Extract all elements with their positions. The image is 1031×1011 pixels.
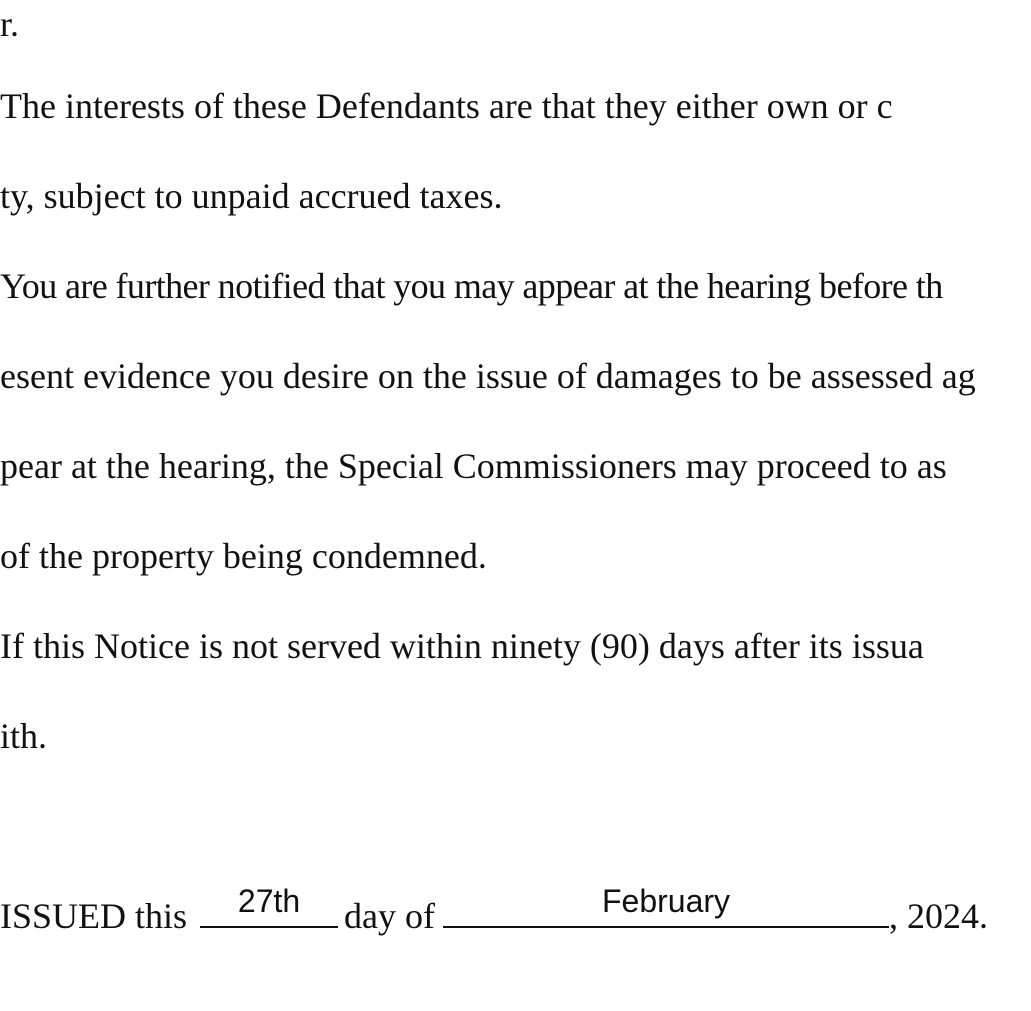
issued-middle: day of [344,896,435,936]
month-blank-field [443,883,889,928]
body-text-line: The interests of these Defendants are that they either own or c [0,86,893,126]
issued-date-line [0,883,988,936]
month-value: February [601,883,731,919]
body-text-line: ty, subject to unpaid accrued taxes. [0,176,503,216]
body-text-line: r. [0,4,20,44]
issued-prefix: ISSUED this [0,896,188,936]
body-text-line: of the property being condemned. [0,536,487,576]
body-text-line: esent evidence you desire on the issue of damages to be assessed ag [0,356,976,396]
body-text-line: If this Notice is not served within ninety (90) days after its issua [0,626,924,666]
day-value: 27th [237,883,301,919]
day-blank-field [200,883,338,928]
issued-suffix: , 2024. [889,896,988,936]
body-text-line: You are further notified that you may appear at the hearing before th [0,266,943,306]
body-text-line: pear at the hearing, the Special Commissioners may proceed to as [0,446,947,486]
body-text-line: ith. [0,716,48,756]
